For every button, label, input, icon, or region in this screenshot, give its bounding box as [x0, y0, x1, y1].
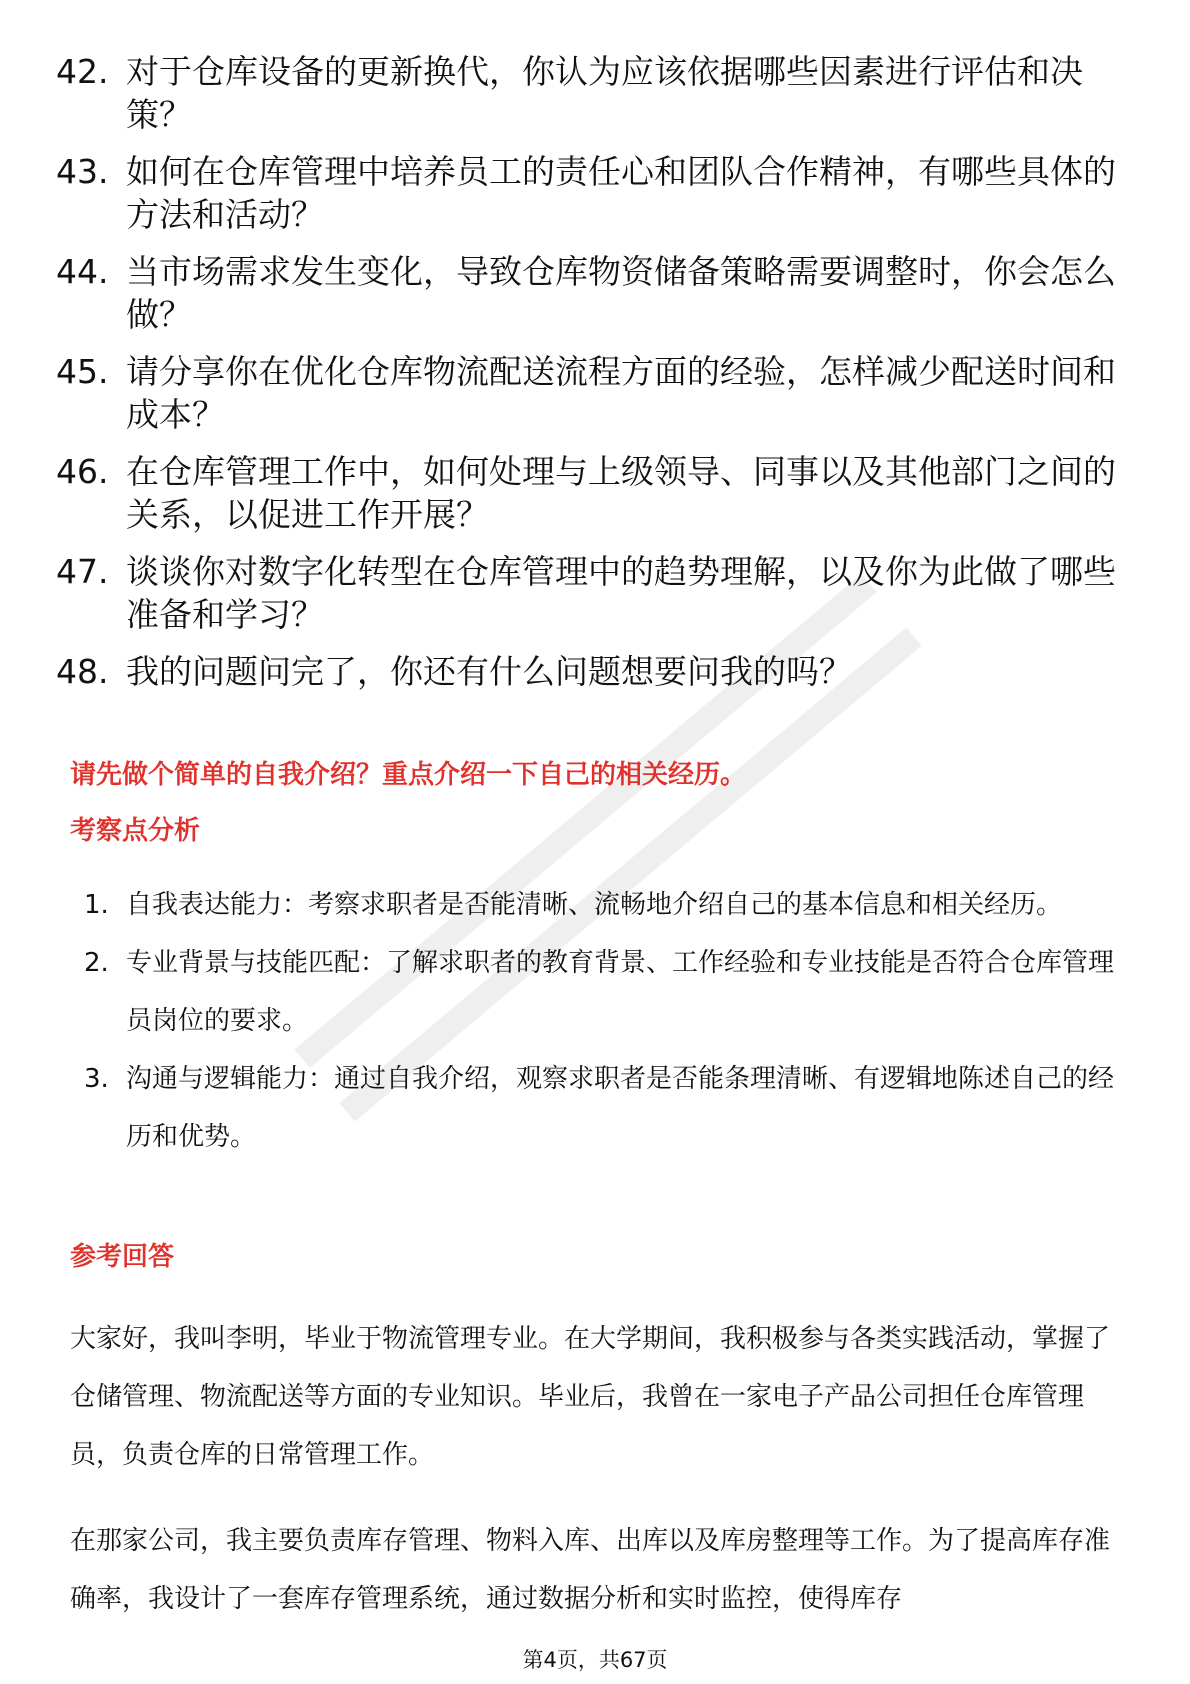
question-text: 当市场需求发生变化，导致仓库物资储备策略需要调整时，你会怎么做？: [126, 252, 1116, 334]
question-item: [56, 650, 1136, 693]
question-number: 43.: [56, 152, 109, 191]
question-number: 45.: [56, 352, 109, 391]
analysis-heading: 考察点分析: [70, 816, 201, 846]
question-text: 在仓库管理工作中，如何处理与上级领导、同事以及其他部门之间的关系，以促进工作开展？: [126, 452, 1116, 534]
question-text: 如何在仓库管理中培养员工的责任心和团队合作精神，有哪些具体的方法和活动？: [126, 152, 1116, 234]
analysis-item: [84, 934, 1122, 1050]
question-number: 47.: [56, 552, 109, 591]
question-number: 44.: [56, 252, 109, 291]
analysis-text: 专业背景与技能匹配：了解求职者的教育背景、工作经验和专业技能是否符合仓库管理员岗位的要求。: [126, 948, 1115, 1036]
question-text: 谈谈你对数字化转型在仓库管理中的趋势理解，以及你为此做了哪些准备和学习？: [126, 552, 1116, 634]
answer-paragraph: 在那家公司，我主要负责库存管理、物料入库、出库以及库房整理等工作。为了提高库存准确率，我设计了一套库存管理系统，通过数据分析和实时监控，使得库存: [70, 1526, 1111, 1614]
analysis-number: 3.: [84, 1064, 109, 1094]
question-number: 42.: [56, 52, 109, 91]
answer-paragraph: 大家好，我叫李明，毕业于物流管理专业。在大学期间，我积极参与各类实践活动，掌握了仓储管理、物流配送等方面的专业知识。毕业后，我曾在一家电子产品公司担任仓库管理员，负责仓库的日常管理工作。: [70, 1324, 1111, 1470]
analysis-list: [84, 876, 1124, 1166]
analysis-item: [84, 1050, 1122, 1166]
question-text: 我的问题问完了，你还有什么问题想要问我的吗？: [126, 652, 852, 691]
question-number: 46.: [56, 452, 109, 491]
analysis-number: 2.: [84, 948, 109, 978]
analysis-text: 自我表达能力：考察求职者是否能清晰、流畅地介绍自己的基本信息和相关经历。: [126, 890, 1063, 920]
question-item: [56, 50, 1136, 136]
analysis-text: 沟通与逻辑能力：通过自我介绍，观察求职者是否能条理清晰、有逻辑地陈述自己的经历和优势。: [126, 1064, 1115, 1152]
question-heading: 请先做个简单的自我介绍？重点介绍一下自己的相关经历。: [70, 760, 747, 790]
question-item: [56, 350, 1136, 436]
question-list: [56, 50, 1136, 707]
page-number: 第4页，共67页: [522, 1648, 668, 1672]
question-text: 请分享你在优化仓库物流配送流程方面的经验，怎样减少配送时间和成本？: [126, 352, 1116, 434]
question-text: 对于仓库设备的更新换代，你认为应该依据哪些因素进行评估和决策？: [126, 52, 1083, 134]
analysis-item: [84, 876, 1122, 934]
question-item: [56, 550, 1136, 636]
answer-heading: 参考回答: [70, 1242, 175, 1272]
question-number: 48.: [56, 652, 109, 691]
question-item: [56, 450, 1136, 536]
analysis-number: 1.: [84, 890, 109, 920]
question-item: [56, 150, 1136, 236]
question-item: [56, 250, 1136, 336]
